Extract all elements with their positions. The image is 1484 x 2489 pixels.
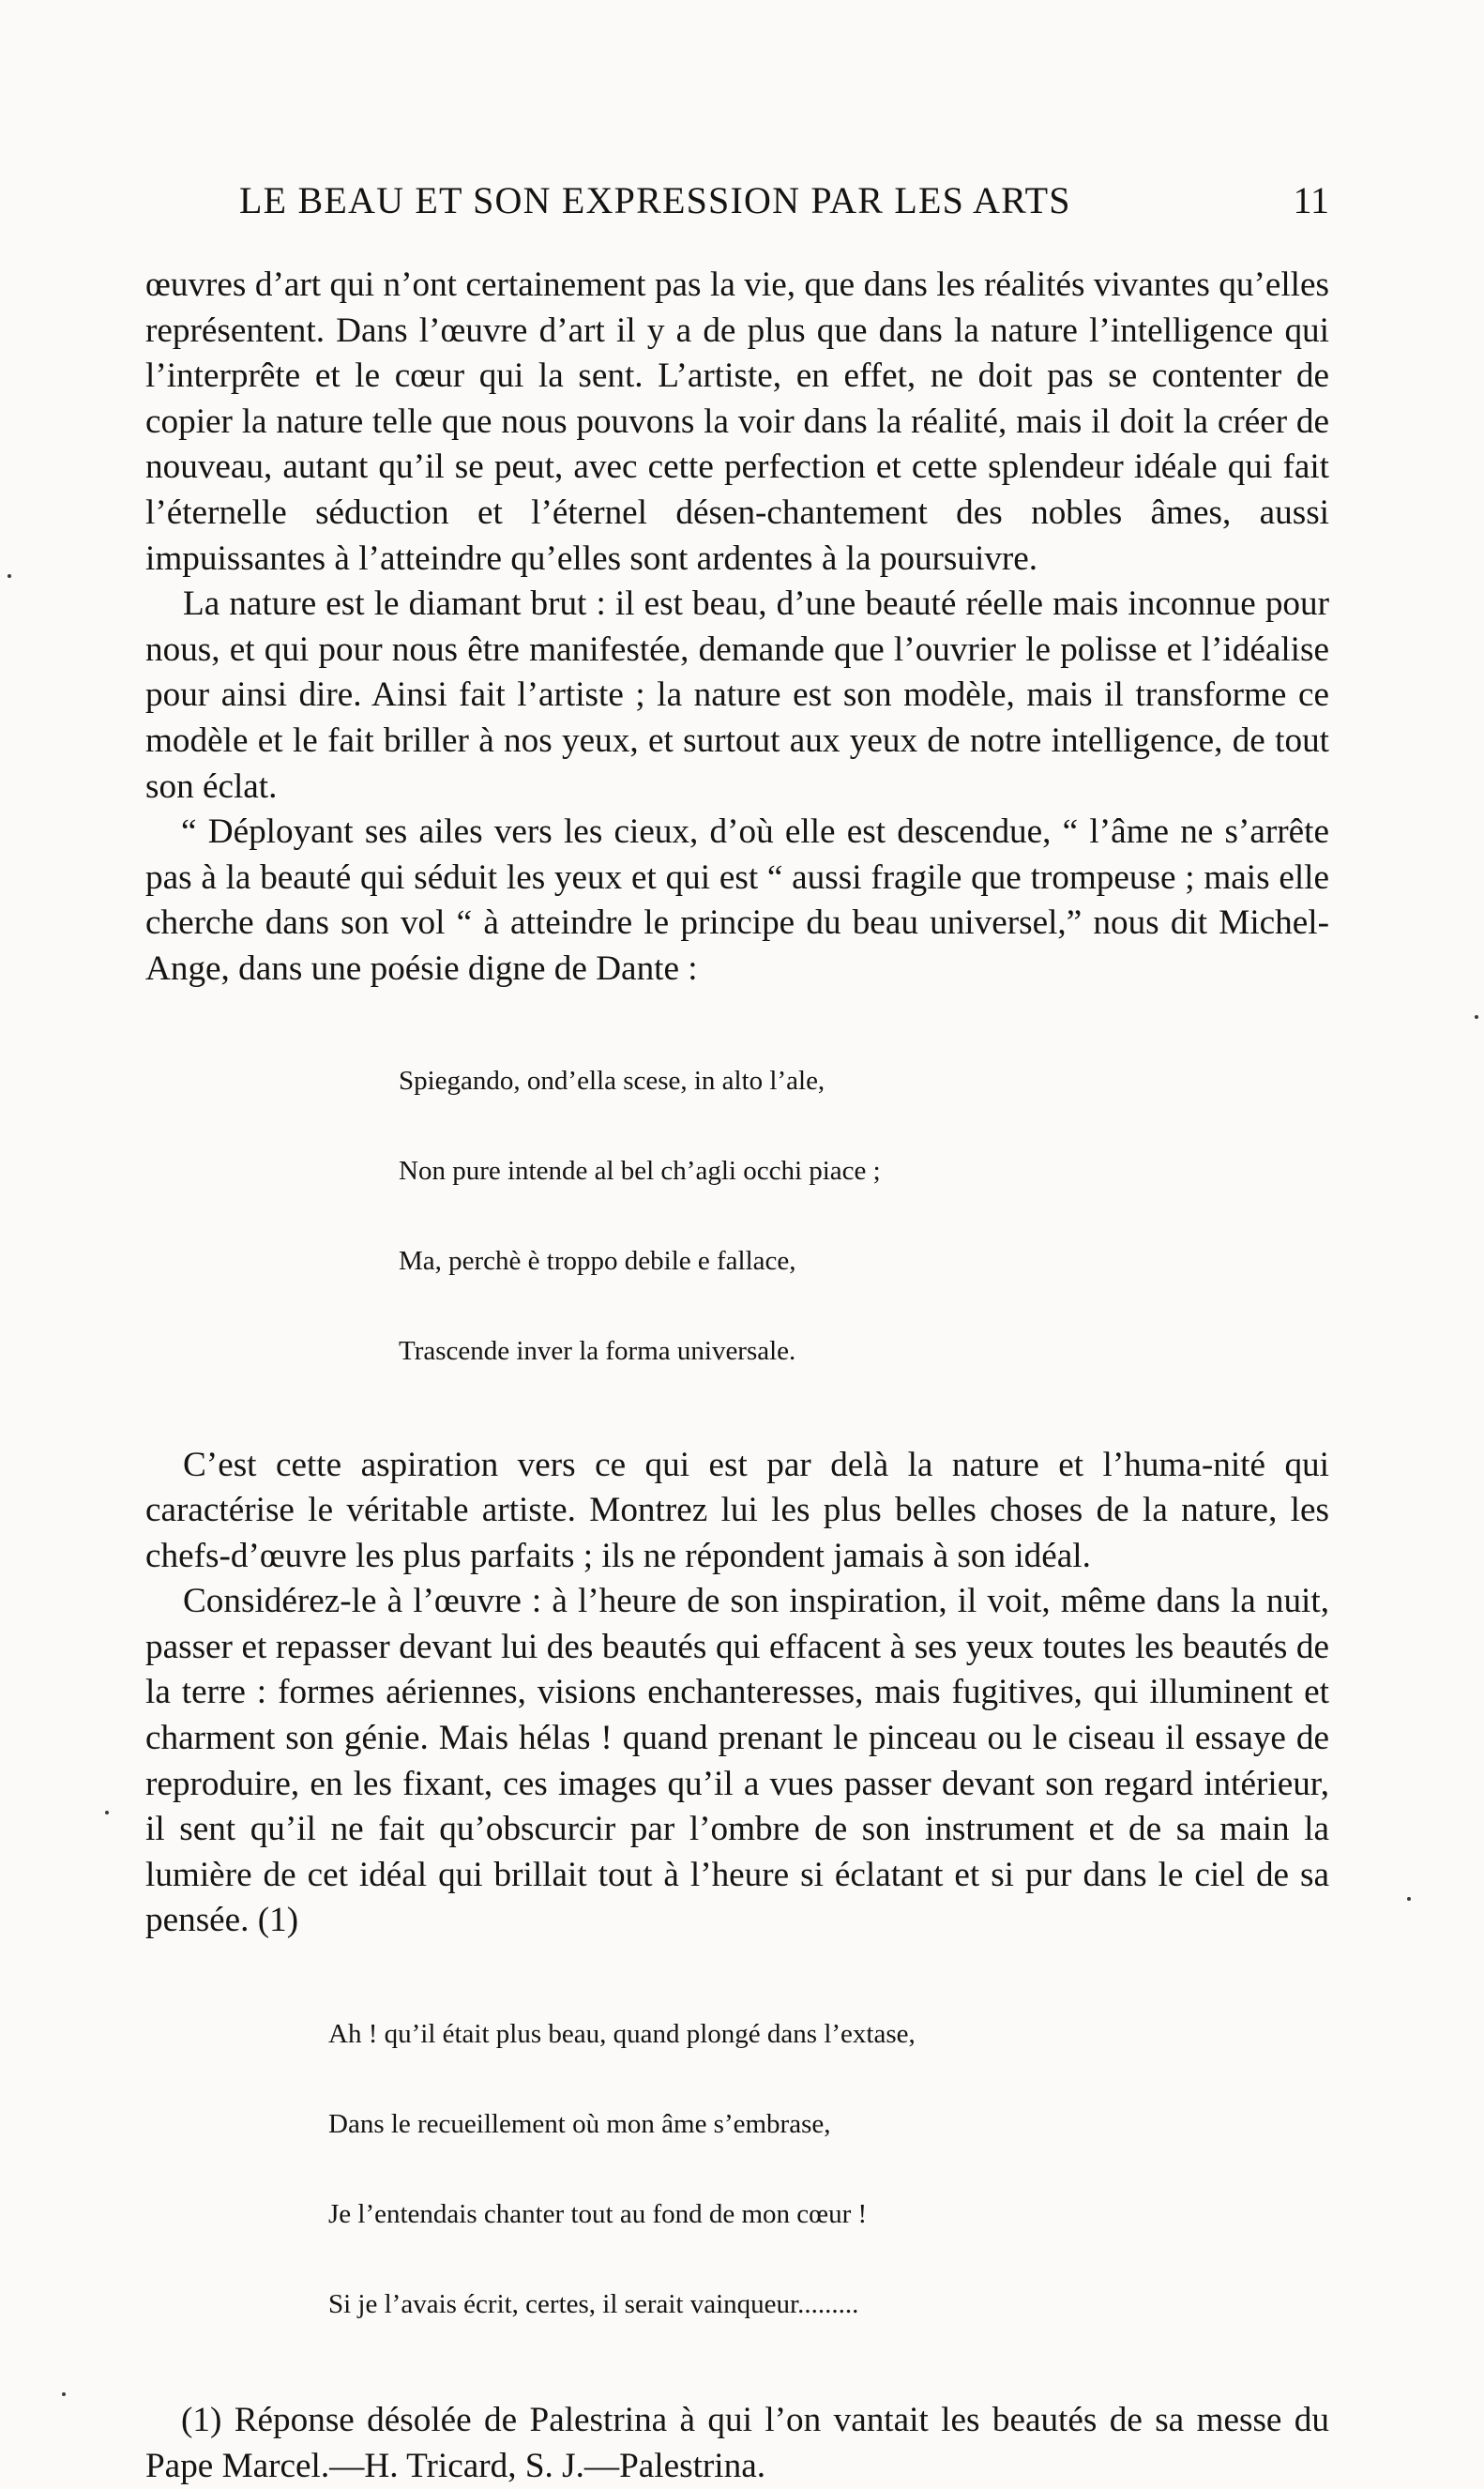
verse-line: Si je l’avais écrit, certes, il serait vainqueur......... [328, 2289, 859, 2320]
margin-speck [8, 574, 11, 578]
paragraph: C’est cette aspiration vers ce qui est par delà la nature et l’huma-nité qui caractérise le véritable artiste. Montrez lui les plus belles choses de la nature, les chefs-d’œuvre les plus parfaits ; ils ne répondent jamais à son idéal. [145, 1445, 1329, 1575]
verse-line: Dans le recueillement où mon âme s’embrase, [328, 2109, 831, 2140]
margin-speck [62, 2392, 66, 2396]
margin-speck [1407, 1897, 1411, 1901]
verse-line: Je l’entendais chanter tout au fond de mon cœur ! [328, 2199, 868, 2230]
verse-line: Trascende inver la forma universale. [399, 1335, 796, 1366]
verse-line: Spiegando, ond’ella scese, in alto l’ale, [399, 1065, 825, 1096]
verse-line: Ma, perchè è troppo debile e fallace, [399, 1245, 796, 1276]
french-verse [145, 1959, 1329, 2379]
paragraph: Considérez-le à l’œuvre : à l’heure de son inspiration, il voit, même dans la nuit, passer et repasser devant lui des beautés qui effacent à ses yeux toutes les beautés de la terre : formes aériennes, visions enchanteresses, mais fugitives, qui illuminent et charment son génie. Mais hélas ! quand prenant le pinceau ou le ciseau il essaye de reproduire, en les fixant, ces images qu’il a vues passer devant son regard intérieur, il sent qu’il ne fait qu’obscurcir par l’ombre de son instrument et de sa main la lumière de cet idéal qui brillait tout à l’heure si éclatant et si pur dans le ciel de sa pensée. (1) [145, 1582, 1329, 1940]
paragraph: œuvres d’art qui n’ont certainement pas la vie, que dans les réalités vivantes qu’elles représentent. Dans l’œuvre d’art il y a de plus que dans la nature l’intelligence qui l’interprête et le cœur qui la sent. L’artiste, en effet, ne doit pas se contenter de copier la nature telle que nous pouvons la voir dans la réalité, mais il doit la créer de nouveau, autant qu’il se peut, avec cette perfection et cette splendeur idéale qui fait l’éternelle séduction et l’éternel désen-chantement des nobles âmes, aussi impuissantes à l’atteindre qu’elles sont ardentes à la poursuivre. [145, 266, 1329, 578]
book-page [145, 178, 1329, 2489]
page-number: 11 [1293, 179, 1329, 221]
verse-line: Ah ! qu’il était plus beau, quand plongé dans l’extase, [328, 2019, 916, 2050]
margin-speck [1475, 1015, 1478, 1019]
paragraph: La nature est le diamant brut : il est beau, d’une beauté réelle mais inconnue pour nous, et qui pour nous être manifestée, demande que l’ouvrier le polisse et l’idéalise pour ainsi dire. Ainsi fait l’artiste ; la nature est son modèle, mais il transforme ce modèle et le fait briller à nos yeux, et surtout aux yeux de notre intelligence, de tout son éclat. [145, 584, 1329, 806]
running-head [145, 178, 1329, 235]
quoted-paragraph: “ Déployant ses ailes vers les cieux, d’où elle est descendue, “ l’âme ne s’arrête pas à la beauté qui séduit les yeux et qui est “ aussi fragile que trompeuse ; mais elle cherche dans son vol “ à atteindre le principe du beau universel,” nous dit Michel-Ange, dans une poésie digne de Dante : [145, 812, 1329, 988]
italian-verse [145, 1006, 1329, 1426]
margin-speck [105, 1811, 109, 1814]
verse-line: Non pure intende al bel ch’agli occhi piace ; [399, 1155, 881, 1186]
body-text [145, 263, 1329, 2489]
footnote: (1) Réponse désolée de Palestrina à qui l’on vantait les beautés de sa messe du Pape Marcel.—H. Tricard, S. J.—Palestrina. [145, 2401, 1329, 2485]
running-title: LE BEAU ET SON EXPRESSION PAR LES ARTS [239, 179, 1071, 221]
